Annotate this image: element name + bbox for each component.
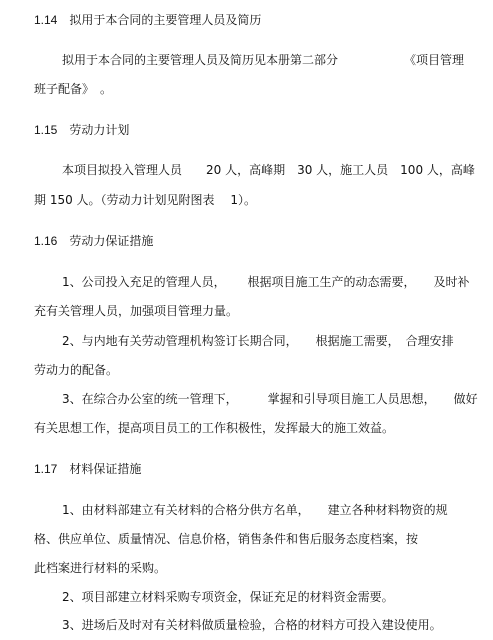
section-title: 材料保证措施 [69, 462, 142, 476]
section-number: 1.15 [34, 123, 58, 137]
section-title: 拟用于本合同的主要管理人员及简历 [69, 13, 262, 27]
paragraph-line: 此档案进行材料的采购。 [34, 561, 167, 575]
paragraph-line: 有关思想工作，提高项目员工的工作积极性，发挥最大的施工效益。 [34, 421, 395, 435]
paragraph-line: 3、进场后及时对有关材料做质量检验，合格的材料方可投入建设使用。 [62, 618, 442, 632]
paragraph-line: 班子配备》 。 [34, 82, 113, 96]
section-heading-1-15 [34, 123, 129, 137]
section-heading-1-16 [34, 234, 153, 248]
paragraph-line: 1、由材料部建立有关材料的合格分供方名单， 建立各种材料物资的规 [62, 503, 448, 517]
paragraph-line: 2、项目部建立材料采购专项资金，保证充足的材料资金需要。 [62, 590, 394, 604]
paragraph-line: 劳动力的配备。 [34, 363, 119, 377]
paragraph-line: 拟用于本合同的主要管理人员及简历见本册第二部分 《项目管理 [62, 53, 465, 67]
section-number: 1.14 [34, 13, 58, 27]
section-number: 1.17 [34, 462, 58, 476]
section-heading-1-14 [34, 13, 261, 27]
paragraph-line: 1、公司投入充足的管理人员， 根据项目施工生产的动态需要， 及时补 [62, 275, 470, 289]
paragraph-line: 本项目拟投入管理人员 20 人，高峰期 30 人，施工人员 100 人，高峰 [62, 163, 475, 177]
section-title: 劳动力计划 [69, 123, 130, 137]
paragraph-line: 期 150 人。（劳动力计划见附图表 1）。 [34, 193, 256, 207]
paragraph-line: 格、供应单位、质量情况、信息价格，销售条件和售后服务态度档案，按 [34, 532, 419, 546]
paragraph-line: 2、与内地有关劳动管理机构签订长期合同， 根据施工需要， 合理安排 [62, 334, 454, 348]
section-number: 1.16 [34, 234, 58, 248]
paragraph-line: 3、在综合办公室的统一管理下， 掌握和引导项目施工人员思想， 做好 [62, 392, 478, 406]
section-title: 劳动力保证措施 [69, 234, 154, 248]
section-heading-1-17 [34, 462, 141, 476]
paragraph-line: 充有关管理人员，加强项目管理力量。 [34, 304, 239, 318]
